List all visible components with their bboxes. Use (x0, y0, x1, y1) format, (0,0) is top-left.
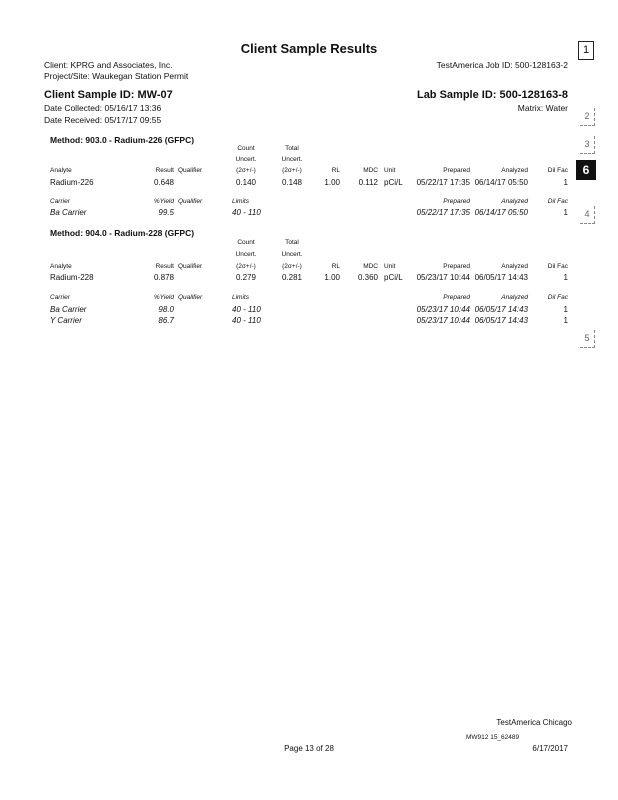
col-qualifier: Qualifier (178, 167, 203, 174)
footer-date: 6/17/2017 (532, 744, 568, 753)
footer-page: Page 13 of 28 (284, 744, 334, 753)
col-header: Total (285, 239, 299, 246)
carrier-col-prepared: Prepared (443, 294, 470, 301)
section-tab[interactable]: 2 (580, 108, 595, 126)
carrier-col-yield: %Yield (153, 294, 174, 301)
carrier-row-dil-fac: 1 (563, 208, 568, 217)
carrier-row-dil-fac: 1 (563, 305, 568, 314)
col-unit: Unit (384, 167, 396, 174)
table-row-count-uncert: 0.140 (235, 178, 257, 187)
carrier-row-limits: 40 - 110 (232, 316, 261, 325)
table-row-unit: pCi/L (384, 273, 403, 282)
col-total-uncert: (2σ+/-) (282, 263, 302, 270)
carrier-col-limits: Limits (232, 294, 249, 301)
col-header: Total (285, 145, 299, 152)
matrix: Matrix: Water (517, 103, 568, 113)
col-analyte: Analyte (50, 263, 72, 270)
col-header: Uncert. (281, 251, 303, 258)
footer-code: MW912 15_62489 (466, 734, 520, 741)
section-tab[interactable]: 1 (578, 41, 594, 60)
col-mdc: MDC (363, 167, 378, 174)
table-row-total-uncert: 0.281 (281, 273, 303, 282)
carrier-row-prepared: 05/23/17 10:44 (416, 305, 470, 314)
footer-company: TestAmerica Chicago (496, 718, 572, 727)
col-analyzed: Analyzed (501, 263, 528, 270)
carrier-row-name: Y Carrier (50, 316, 82, 325)
project-site: Project/Site: Waukegan Station Permit (44, 71, 189, 81)
carrier-col-dil-fac: Dil Fac (547, 294, 568, 301)
col-analyzed: Analyzed (501, 167, 528, 174)
table-row-analyzed: 06/05/17 14:43 (474, 273, 528, 282)
col-prepared: Prepared (443, 263, 470, 270)
col-header: Count (237, 145, 255, 152)
table-row-analyte: Radium-226 (50, 178, 94, 187)
col-rl: RL (331, 167, 340, 174)
carrier-col-dil-fac: Dil Fac (547, 198, 568, 205)
carrier-row-prepared: 05/23/17 10:44 (416, 316, 470, 325)
carrier-row-yield: 99.5 (158, 208, 174, 217)
section-tab[interactable]: 3 (580, 136, 595, 154)
table-row-mdc: 0.112 (358, 178, 378, 187)
col-result: Result (155, 263, 174, 270)
col-count-uncert: (2σ+/-) (236, 263, 256, 270)
client-sample-id: Client Sample ID: MW-07 (44, 89, 173, 101)
section-tab[interactable]: 5 (580, 330, 595, 348)
carrier-row-analyzed: 06/14/17 05:50 (474, 208, 528, 217)
carrier-col-analyzed: Analyzed (501, 294, 528, 301)
carrier-col-limits: Limits (232, 198, 249, 205)
table-row-prepared: 05/22/17 17:35 (416, 178, 470, 187)
col-count-uncert: (2σ+/-) (236, 167, 256, 174)
col-header: Uncert. (235, 156, 257, 163)
carrier-row-limits: 40 - 110 (232, 305, 261, 314)
carrier-row-name: Ba Carrier (50, 305, 87, 314)
col-header: Count (237, 239, 255, 246)
carrier-col-carrier: Carrier (50, 198, 70, 205)
table-row-prepared: 05/23/17 10:44 (416, 273, 470, 282)
col-qualifier: Qualifier (178, 263, 203, 270)
lab-sample-id: Lab Sample ID: 500-128163-8 (416, 89, 568, 101)
col-dil-fac: Dil Fac (547, 263, 568, 270)
carrier-row-limits: 40 - 110 (232, 208, 261, 217)
carrier-row-prepared: 05/22/17 17:35 (416, 208, 470, 217)
carrier-row-name: Ba Carrier (50, 208, 87, 217)
table-row-analyzed: 06/14/17 05:50 (474, 178, 528, 187)
carrier-row-analyzed: 06/05/17 14:43 (474, 305, 528, 314)
page-title: Client Sample Results (240, 41, 378, 56)
method-heading: Method: 903.0 - Radium-226 (GFPC) (50, 135, 195, 145)
table-row-rl: 1.00 (324, 273, 340, 282)
col-rl: RL (331, 263, 340, 270)
table-row-dil-fac: 1 (563, 273, 568, 282)
col-prepared: Prepared (443, 167, 470, 174)
col-unit: Unit (384, 263, 396, 270)
carrier-col-prepared: Prepared (443, 198, 470, 205)
date-received: Date Received: 05/17/17 09:55 (44, 115, 162, 125)
table-row-result: 0.878 (153, 273, 174, 282)
table-row-rl: 1.00 (324, 178, 340, 187)
section-tab-active[interactable]: 6 (576, 160, 596, 180)
carrier-row-yield: 98.0 (158, 305, 174, 314)
date-collected: Date Collected: 05/16/17 13:36 (44, 103, 162, 113)
col-header: Uncert. (281, 156, 303, 163)
job-id: TestAmerica Job ID: 500-128163-2 (436, 60, 568, 70)
table-row-mdc: 0.360 (357, 273, 378, 282)
carrier-col-qualifier: Qualifier (178, 198, 203, 205)
col-analyte: Analyte (50, 167, 72, 174)
carrier-row-dil-fac: 1 (563, 316, 568, 325)
carrier-col-qualifier: Qualifier (178, 294, 203, 301)
table-row-analyte: Radium-228 (50, 273, 94, 282)
client-name: Client: KPRG and Associates, Inc. (44, 60, 173, 70)
col-header: Uncert. (235, 251, 257, 258)
table-row-result: 0.648 (153, 178, 174, 187)
carrier-row-analyzed: 06/05/17 14:43 (474, 316, 528, 325)
carrier-col-yield: %Yield (153, 198, 174, 205)
section-tab[interactable]: 4 (580, 206, 595, 224)
col-result: Result (155, 167, 174, 174)
method-heading: Method: 904.0 - Radium-228 (GFPC) (50, 228, 195, 238)
table-row-dil-fac: 1 (563, 178, 568, 187)
table-row-unit: pCi/L (384, 178, 403, 187)
table-row-count-uncert: 0.279 (235, 273, 257, 282)
table-row-total-uncert: 0.148 (281, 178, 303, 187)
carrier-col-carrier: Carrier (50, 294, 70, 301)
col-total-uncert: (2σ+/-) (282, 167, 302, 174)
carrier-col-analyzed: Analyzed (501, 198, 528, 205)
carrier-row-yield: 86.7 (158, 316, 174, 325)
col-mdc: MDC (363, 263, 378, 270)
col-dil-fac: Dil Fac (547, 167, 568, 174)
